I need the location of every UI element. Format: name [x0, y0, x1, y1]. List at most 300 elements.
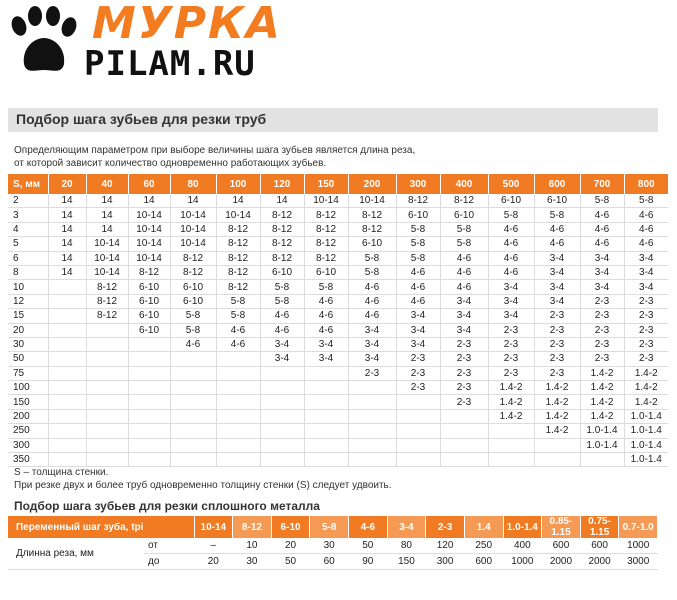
table-cell: 3-4 [396, 309, 440, 323]
table-cell [396, 438, 440, 452]
table-cell: 2-3 [624, 352, 668, 366]
table-cell: 6-10 [348, 237, 396, 251]
table-cell: 10-14 [304, 194, 348, 208]
table-cell: 5-8 [396, 251, 440, 265]
table-row [8, 366, 668, 380]
table-cell: 10-14 [170, 237, 216, 251]
table-cell: 400 [503, 538, 542, 554]
table-cell [348, 381, 396, 395]
table-cell [86, 323, 128, 337]
table-cell: 8-12 [440, 194, 488, 208]
table-cell: 3-4 [534, 265, 580, 279]
table-cell: 8-12 [86, 280, 128, 294]
table-cell: 4-6 [440, 251, 488, 265]
header-diameter: 700 [580, 174, 624, 194]
table-cell: 5-8 [348, 265, 396, 279]
table-cell: 14 [48, 194, 86, 208]
header-thickness: S, мм [8, 174, 48, 194]
table-cell: 2-3 [580, 294, 624, 308]
header-diameter: 200 [348, 174, 396, 194]
table-cell: 5-8 [534, 208, 580, 222]
table-cell: 8-12 [86, 309, 128, 323]
table-cell: 8-12 [304, 251, 348, 265]
table-cell [396, 424, 440, 438]
table-cell [260, 366, 304, 380]
table-cell: 8-12 [348, 208, 396, 222]
header-diameter: 60 [128, 174, 170, 194]
header-tpi: 10-14 [194, 516, 233, 538]
table-cell: 4-6 [216, 337, 260, 351]
brand-name: МУРКА [92, 0, 282, 49]
table-cell: 1.4-2 [624, 395, 668, 409]
table-cell [216, 352, 260, 366]
table-row [8, 381, 668, 395]
table-cell [170, 395, 216, 409]
table-cell: 4-6 [260, 309, 304, 323]
table-cell [488, 424, 534, 438]
paw-icon [6, 6, 80, 80]
table-cell: 3-4 [624, 280, 668, 294]
header-tpi: 1.4 [464, 516, 503, 538]
header-tpi-label: Переменный шаг зуба, tpi [8, 516, 194, 538]
row-thickness: 15 [8, 309, 48, 323]
table-cell [48, 438, 86, 452]
table-cell: 10-14 [86, 237, 128, 251]
header-diameter: 40 [86, 174, 128, 194]
table-cell [170, 366, 216, 380]
table-cell: 8-12 [216, 280, 260, 294]
table-cell: 10-14 [170, 222, 216, 236]
table-cell: 4-6 [216, 323, 260, 337]
table-cell: 2-3 [348, 366, 396, 380]
table-cell: 2-3 [488, 323, 534, 337]
table-cell: 2-3 [534, 366, 580, 380]
header-diameter: 150 [304, 174, 348, 194]
row-thickness: 5 [8, 237, 48, 251]
table-cell: 8-12 [170, 265, 216, 279]
table-cell: 20 [271, 538, 310, 554]
table-cell: 10-14 [170, 208, 216, 222]
table-cell: 2-3 [534, 323, 580, 337]
table-cell: 4-6 [396, 294, 440, 308]
table-cell: 3-4 [440, 323, 488, 337]
table-cell: 2-3 [580, 352, 624, 366]
table-cell: 8-12 [260, 208, 304, 222]
table-cell [86, 395, 128, 409]
table-cell [48, 453, 86, 467]
table-cell [304, 395, 348, 409]
cut-length-label: Длинна реза, мм [8, 538, 144, 570]
table-cell: 120 [426, 538, 465, 554]
table-cell: 5-8 [440, 222, 488, 236]
table-cell: 2-3 [488, 352, 534, 366]
table-cell: 20 [194, 554, 233, 570]
table-cell [396, 453, 440, 467]
table-cell: 5-8 [440, 237, 488, 251]
table-cell: 1.4-2 [488, 381, 534, 395]
table-cell [128, 337, 170, 351]
table-row [8, 323, 668, 337]
table-cell: 2-3 [396, 352, 440, 366]
table-cell: 1.4-2 [534, 409, 580, 423]
table-cell [260, 453, 304, 467]
table-cell: 4-6 [304, 294, 348, 308]
table-cell: 8-12 [304, 222, 348, 236]
table-cell: 4-6 [534, 222, 580, 236]
table-cell: 1.4-2 [580, 366, 624, 380]
table-cell: 3-4 [580, 280, 624, 294]
table-cell: 1000 [619, 538, 658, 554]
table-row [8, 453, 668, 467]
table-cell: 2-3 [624, 294, 668, 308]
table-cell: 14 [48, 222, 86, 236]
header-tpi: 1.0-1.4 [503, 516, 542, 538]
table-cell: 8-12 [396, 194, 440, 208]
solid-header-row [8, 516, 658, 538]
table-cell [86, 381, 128, 395]
table-cell [304, 366, 348, 380]
table-cell: 3-4 [488, 280, 534, 294]
table-cell: 8-12 [260, 251, 304, 265]
table-cell [86, 438, 128, 452]
table-cell [48, 323, 86, 337]
table-cell [488, 453, 534, 467]
table-cell: 4-6 [624, 237, 668, 251]
table-cell: 2-3 [534, 337, 580, 351]
table-cell: 4-6 [170, 337, 216, 351]
table-cell: 8-12 [216, 222, 260, 236]
row-thickness: 2 [8, 194, 48, 208]
table-cell [260, 381, 304, 395]
table-cell: 1.4-2 [624, 366, 668, 380]
table-cell: 4-6 [348, 280, 396, 294]
table-cell: 2-3 [440, 337, 488, 351]
intro-text [14, 144, 654, 170]
table-cell: 80 [387, 538, 426, 554]
table-cell [348, 424, 396, 438]
row-thickness: 350 [8, 453, 48, 467]
table-cell [216, 395, 260, 409]
header-tpi: 5-8 [310, 516, 349, 538]
table-cell: 1.4-2 [534, 424, 580, 438]
table-cell: 6-10 [534, 194, 580, 208]
header-tpi: 0.85-1.15 [542, 516, 581, 538]
table-cell [128, 424, 170, 438]
header-diameter: 800 [624, 174, 668, 194]
table-cell [216, 424, 260, 438]
table-row [8, 409, 668, 423]
table-cell: 4-6 [348, 309, 396, 323]
table-row [8, 194, 668, 208]
table-cell: 6-10 [304, 265, 348, 279]
header-tpi: 0.75-1.15 [580, 516, 619, 538]
header-diameter: 500 [488, 174, 534, 194]
table-cell: 3-4 [624, 251, 668, 265]
header-tpi: 2-3 [426, 516, 465, 538]
row-thickness: 20 [8, 323, 48, 337]
table-cell: 4-6 [624, 208, 668, 222]
logo [0, 0, 677, 96]
table-cell: 8-12 [260, 237, 304, 251]
table-cell: 14 [128, 194, 170, 208]
table-cell [348, 438, 396, 452]
table-cell: 10-14 [348, 194, 396, 208]
table-cell [348, 409, 396, 423]
table-cell: 4-6 [580, 208, 624, 222]
table-cell: 8-12 [260, 222, 304, 236]
table-cell: 8-12 [86, 294, 128, 308]
row-thickness: 6 [8, 251, 48, 265]
table-cell [128, 352, 170, 366]
table-cell: 8-12 [304, 237, 348, 251]
table-row [8, 395, 668, 409]
table-cell: 2-3 [580, 323, 624, 337]
table-cell: 8-12 [216, 237, 260, 251]
table-cell: 4-6 [580, 237, 624, 251]
table-cell: 1.4-2 [580, 395, 624, 409]
row-thickness: 50 [8, 352, 48, 366]
table-cell: 6-10 [128, 323, 170, 337]
table-cell: 1.4-2 [488, 395, 534, 409]
table-cell: 5-8 [216, 294, 260, 308]
table-cell: 3-4 [488, 294, 534, 308]
table-cell: 1.0-1.4 [624, 453, 668, 467]
table-cell [216, 409, 260, 423]
table-cell [48, 280, 86, 294]
table-cell [304, 381, 348, 395]
table-cell [86, 366, 128, 380]
table-row [8, 309, 668, 323]
table-cell: 3-4 [304, 352, 348, 366]
table-cell: 4-6 [348, 294, 396, 308]
row-thickness: 75 [8, 366, 48, 380]
table-cell: 5-8 [216, 309, 260, 323]
header-tpi: 3-4 [387, 516, 426, 538]
table-cell: 8-12 [348, 222, 396, 236]
table-cell: 5-8 [396, 237, 440, 251]
row-thickness: 12 [8, 294, 48, 308]
table-cell [534, 453, 580, 467]
table-cell: 150 [387, 554, 426, 570]
table-cell: 5-8 [170, 309, 216, 323]
table-cell: 14 [86, 222, 128, 236]
table-cell: 10-14 [86, 251, 128, 265]
intro-line-2: от которой зависит количество одновременно работающих зубьев. [14, 158, 327, 169]
row-thickness: 30 [8, 337, 48, 351]
table-cell [396, 409, 440, 423]
table-cell: 10-14 [128, 222, 170, 236]
row-thickness: 150 [8, 395, 48, 409]
table-cell [170, 409, 216, 423]
table-cell: 90 [349, 554, 388, 570]
table-cell: 8-12 [128, 265, 170, 279]
table-cell: 10-14 [128, 237, 170, 251]
table-cell [128, 438, 170, 452]
table-cell [128, 453, 170, 467]
table-cell: 4-6 [304, 323, 348, 337]
table-cell [440, 424, 488, 438]
table-cell: 8-12 [304, 208, 348, 222]
table-cell: 3-4 [580, 251, 624, 265]
table-cell: 6-10 [128, 309, 170, 323]
to-label: до [144, 554, 194, 570]
table-cell [216, 381, 260, 395]
table-row [8, 251, 668, 265]
table-cell: 3-4 [348, 352, 396, 366]
table-cell [48, 409, 86, 423]
table-cell: 5-8 [624, 194, 668, 208]
table-cell [86, 337, 128, 351]
table-cell: 250 [464, 538, 503, 554]
header-diameter: 80 [170, 174, 216, 194]
table-cell: 1.4-2 [488, 409, 534, 423]
table-cell [534, 438, 580, 452]
table-cell: 600 [542, 538, 581, 554]
table-cell: 5-8 [580, 194, 624, 208]
table-cell: 1.4-2 [624, 381, 668, 395]
table-cell [396, 395, 440, 409]
notes [14, 466, 392, 492]
table-cell: 2-3 [624, 323, 668, 337]
table-cell [48, 337, 86, 351]
brand-domain: PILAM.RU [84, 44, 256, 84]
table-cell: 2-3 [440, 395, 488, 409]
table-cell: 4-6 [396, 280, 440, 294]
table-cell [170, 424, 216, 438]
header-diameter: 600 [534, 174, 580, 194]
table-cell [48, 309, 86, 323]
table-cell: – [194, 538, 233, 554]
table-cell: 5-8 [260, 280, 304, 294]
table-cell [304, 424, 348, 438]
note-line-1: S – толщина стенки. [14, 467, 109, 478]
table-cell: 14 [48, 237, 86, 251]
table-cell [440, 438, 488, 452]
table-cell: 1.4-2 [580, 409, 624, 423]
table-cell [48, 424, 86, 438]
table-cell: 5-8 [304, 280, 348, 294]
table-row [8, 222, 668, 236]
table-cell: 10-14 [128, 251, 170, 265]
table-cell [170, 381, 216, 395]
table-cell: 30 [310, 538, 349, 554]
table-cell: 4-6 [440, 265, 488, 279]
table-cell [48, 366, 86, 380]
table-cell: 300 [426, 554, 465, 570]
table-cell: 5-8 [260, 294, 304, 308]
table-cell: 2-3 [624, 309, 668, 323]
table-cell: 2-3 [534, 309, 580, 323]
table-cell: 14 [48, 265, 86, 279]
table-cell: 3-4 [624, 265, 668, 279]
table-cell: 14 [48, 208, 86, 222]
table-cell: 1.0-1.4 [580, 424, 624, 438]
from-label: от [144, 538, 194, 554]
header-diameter: 300 [396, 174, 440, 194]
table-cell: 2-3 [440, 381, 488, 395]
table-cell: 3-4 [260, 337, 304, 351]
table-cell [260, 424, 304, 438]
table-cell: 6-10 [396, 208, 440, 222]
table-cell: 3-4 [440, 294, 488, 308]
table-cell: 60 [310, 554, 349, 570]
table-cell [86, 453, 128, 467]
row-thickness: 300 [8, 438, 48, 452]
table-cell [216, 453, 260, 467]
table-cell: 10-14 [216, 208, 260, 222]
table-cell: 6-10 [170, 294, 216, 308]
table-cell [128, 366, 170, 380]
table-cell [260, 409, 304, 423]
header-tpi: 0.7-1.0 [619, 516, 658, 538]
table-cell: 3-4 [304, 337, 348, 351]
table-cell: 10-14 [86, 265, 128, 279]
table-cell: 2-3 [440, 352, 488, 366]
table-cell [48, 294, 86, 308]
table-cell [128, 409, 170, 423]
table-cell: 6-10 [260, 265, 304, 279]
table-cell: 10-14 [128, 208, 170, 222]
table-cell: 4-6 [304, 309, 348, 323]
table-row [8, 438, 668, 452]
table-cell: 2-3 [488, 366, 534, 380]
table-cell: 8-12 [216, 251, 260, 265]
table-cell [304, 438, 348, 452]
table-cell: 5-8 [488, 208, 534, 222]
table-cell: 600 [580, 538, 619, 554]
table-cell: 6-10 [170, 280, 216, 294]
table-cell: 2-3 [580, 337, 624, 351]
header-diameter: 100 [216, 174, 260, 194]
table-cell [128, 381, 170, 395]
row-thickness: 10 [8, 280, 48, 294]
row-thickness: 200 [8, 409, 48, 423]
table-cell: 2-3 [440, 366, 488, 380]
table-cell: 4-6 [488, 265, 534, 279]
section-title-bar [8, 108, 658, 132]
table-cell [48, 395, 86, 409]
table-cell: 30 [233, 554, 272, 570]
table-cell: 4-6 [624, 222, 668, 236]
table-row [8, 280, 668, 294]
section-title-pipes: Подбор шага зубьев для резки труб [16, 111, 267, 127]
table-cell [580, 453, 624, 467]
table-cell: 5-8 [396, 222, 440, 236]
table-cell: 4-6 [488, 237, 534, 251]
table-cell [170, 438, 216, 452]
table-cell [128, 395, 170, 409]
table-cell: 1.4-2 [534, 381, 580, 395]
table-cell: 6-10 [128, 294, 170, 308]
section-title-solid: Подбор шага зубьев для резки сплошного металла [14, 499, 320, 513]
table-cell: 1.0-1.4 [624, 424, 668, 438]
table-row [8, 265, 668, 279]
table-cell: 8-12 [216, 265, 260, 279]
table-cell: 3-4 [440, 309, 488, 323]
table-cell [488, 438, 534, 452]
table-cell: 3-4 [348, 337, 396, 351]
table-cell: 3-4 [348, 323, 396, 337]
table-cell [304, 453, 348, 467]
table-cell: 1.0-1.4 [580, 438, 624, 452]
table-cell: 4-6 [580, 222, 624, 236]
table-cell: 6-10 [488, 194, 534, 208]
table-cell [86, 409, 128, 423]
table-cell: 4-6 [260, 323, 304, 337]
table-cell: 5-8 [348, 251, 396, 265]
table-cell: 2-3 [396, 381, 440, 395]
row-thickness: 3 [8, 208, 48, 222]
